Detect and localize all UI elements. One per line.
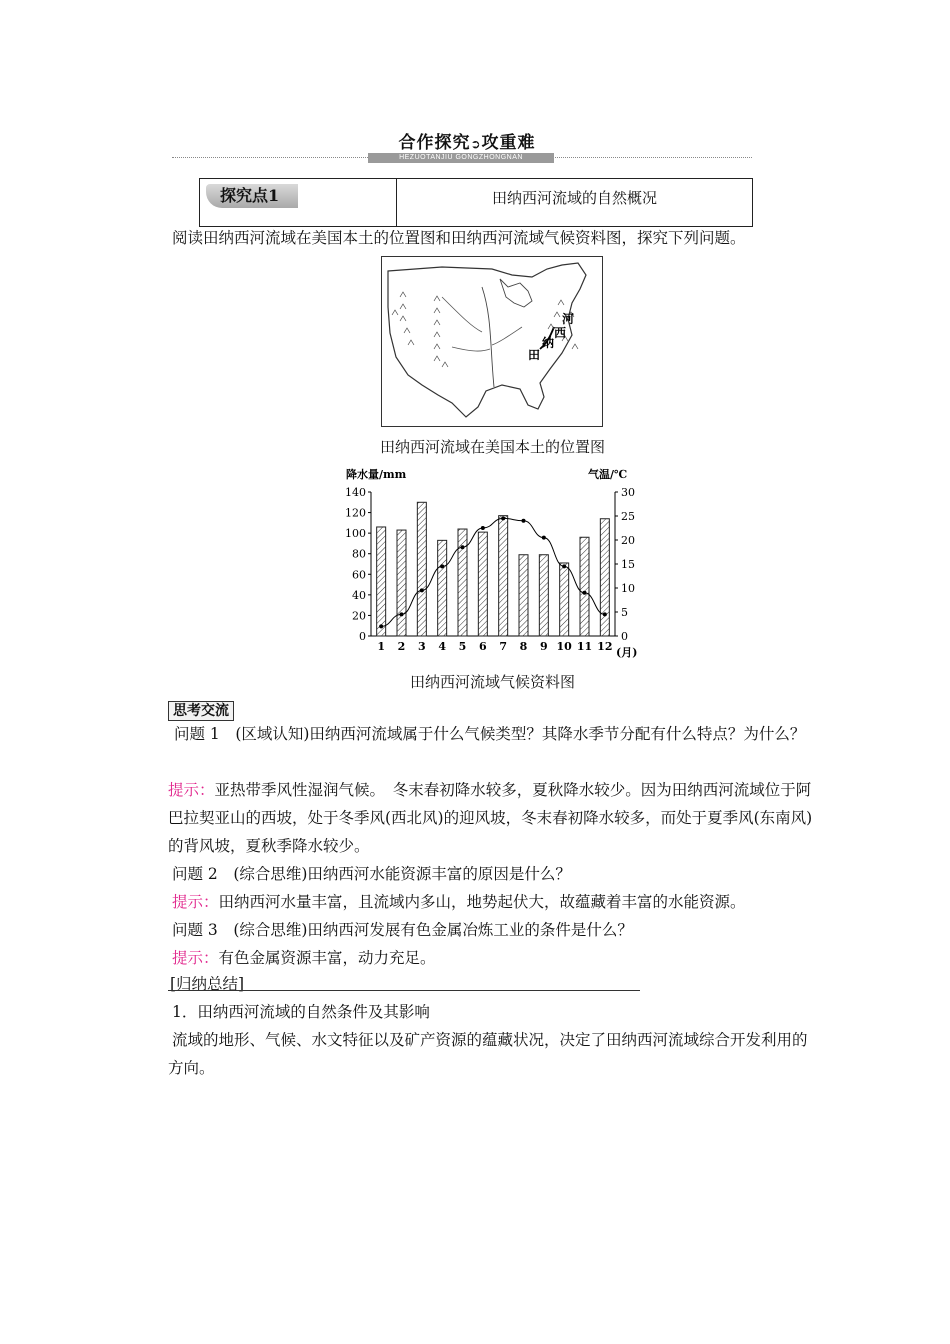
temperature-point: [481, 526, 485, 530]
month-label: 3: [418, 640, 426, 653]
month-label: 8: [519, 640, 528, 653]
right-tick-label: 20: [621, 534, 635, 547]
temperature-point: [461, 545, 465, 549]
month-label: 7: [499, 640, 507, 653]
month-label: 12: [597, 640, 613, 653]
banner-subtitle: HEZUOTANJIU GONGZHONGNAN: [368, 153, 554, 163]
temperature-point: [379, 624, 383, 628]
question-1: [168, 720, 816, 748]
left-axis-label: 降水量/mm: [346, 468, 407, 481]
q1-text: (区域认知)田纳西河流域属于什么气候类型？其降水季节分配有什么特点？为什么？: [235, 725, 806, 743]
rivers: [442, 297, 522, 351]
precip-bar: [478, 532, 487, 636]
month-label: 5: [458, 640, 467, 653]
summary-item-1-text: 流域的地形、气候、水文特征以及矿产资源的蕴藏状况，决定了田纳西河流域综合开发利用的方向。: [168, 1031, 808, 1077]
left-tick-label: 80: [352, 547, 366, 561]
temperature-point: [542, 536, 546, 540]
right-ticks: [615, 486, 635, 643]
precip-bar: [580, 537, 589, 636]
right-tick-label: 25: [621, 510, 635, 523]
temperature-point: [583, 591, 587, 595]
temperature-point: [562, 564, 566, 568]
precip-bar: [458, 529, 467, 636]
x-axis-label: (月): [616, 646, 638, 659]
precip-bar: [499, 516, 508, 636]
temperature-line: [381, 518, 605, 626]
precip-bar: [438, 540, 447, 636]
banner-title-emph: 攻重难: [481, 133, 536, 153]
us-map-figure: [381, 256, 603, 427]
a1-hint: 提示：: [168, 781, 215, 799]
answer-3: [172, 944, 820, 972]
month-label: 2: [397, 640, 406, 653]
right-tick-label: 5: [621, 606, 628, 619]
left-tick-label: 120: [345, 506, 366, 520]
precip-bars: [377, 502, 610, 636]
temperature-point: [420, 588, 424, 592]
q2-label: 问题 2: [172, 865, 218, 883]
month-label: 9: [540, 640, 548, 653]
temperature-point: [440, 564, 444, 568]
precip-bar: [539, 555, 548, 636]
a1-text: 亚热带季风性湿润气候。 冬末春初降水较多，夏秋降水较少。因为田纳西河流域位于阿巴拉契亚山的西坡，处于冬季风(西北风)的迎风坡，冬末春初降水较多，而处于夏季风(东南风)的背风坡，夏秋季降水较少。: [168, 781, 813, 855]
mountain-symbols: [392, 292, 578, 367]
map-label-xi: 西: [554, 326, 567, 340]
right-axis-label: 气温/℃: [588, 468, 628, 481]
q1-label: 问题 1: [174, 725, 220, 743]
right-tick-label: 15: [621, 558, 635, 571]
summary-label: [归纳总结]: [170, 975, 245, 993]
temperature-points: [379, 516, 607, 628]
left-tick-label: 20: [352, 609, 366, 623]
month-label: 10: [556, 640, 572, 653]
answer-1: [168, 776, 816, 860]
intro-text: 阅读田纳西河流域在美国本土的位置图和田纳西河流域气候资料图，探究下列问题。: [172, 229, 746, 247]
temperature-point: [400, 612, 404, 616]
left-tick-label: 100: [345, 527, 366, 541]
map-label-na: 纳: [542, 336, 555, 350]
precip-bar: [397, 530, 406, 636]
left-tick-label: 40: [352, 588, 366, 602]
banner-title-main: 合作探究: [398, 133, 471, 153]
climate-chart: [340, 462, 650, 662]
map-caption: 田纳西河流域在美国本土的位置图: [379, 438, 605, 456]
us-outline: [388, 263, 586, 417]
month-ticks: [377, 640, 612, 653]
temperature-point: [522, 519, 526, 523]
month-label: 6: [479, 640, 487, 653]
precip-bar: [519, 555, 528, 636]
right-tick-label: 30: [621, 486, 635, 499]
think-exchange-label: 思考交流: [168, 701, 234, 721]
temperature-point: [501, 516, 505, 520]
map-label-he: 河: [562, 312, 575, 326]
topic-table: [199, 178, 753, 227]
q3-text: (综合思维)田纳西河发展有色金属冶炼工业的条件是什么？: [233, 921, 633, 939]
left-tick-label: 60: [352, 568, 366, 582]
question-3: [172, 916, 820, 944]
chart-caption: 田纳西河流域气候资料图: [409, 673, 575, 691]
precip-bar: [377, 527, 386, 636]
left-tick-label: 0: [359, 630, 366, 643]
temperature-point: [603, 612, 607, 616]
right-tick-label: 0: [621, 630, 628, 643]
summary-item-1: 1．田纳西河流域的自然条件及其影响: [172, 1003, 430, 1021]
left-ticks: [345, 486, 371, 643]
right-tick-label: 10: [621, 582, 635, 595]
summary-underline: [168, 990, 640, 991]
a2-text: 田纳西河水量丰富，且流域内多山，地势起伏大，故蕴藏着丰富的水能资源。: [218, 893, 746, 911]
a2-hint: 提示：: [172, 893, 219, 911]
precip-bar: [417, 502, 426, 636]
precip-bar: [560, 563, 569, 636]
q3-label: 问题 3: [172, 921, 218, 939]
month-label: 4: [438, 640, 446, 653]
topic-title: 田纳西河流域的自然概况: [491, 189, 657, 207]
a3-hint: 提示：: [172, 949, 219, 967]
banner-title: [382, 128, 552, 153]
question-2: [172, 860, 820, 888]
us-map-svg: [382, 257, 601, 425]
left-tick-label: 140: [345, 486, 366, 499]
answer-2: [172, 888, 820, 916]
month-label: 11: [576, 640, 593, 653]
mississippi-river: [482, 287, 494, 387]
precip-bar: [600, 519, 609, 636]
section-banner: [172, 128, 752, 164]
topic-tag: 探究点1: [206, 184, 298, 208]
great-lakes: [500, 279, 532, 307]
banner-arrow-icon: ➲: [470, 137, 482, 151]
q2-text: (综合思维)田纳西河水能资源丰富的原因是什么？: [233, 865, 571, 883]
a3-text: 有色金属资源丰富，动力充足。: [218, 949, 436, 967]
map-label-tian: 田: [528, 348, 541, 362]
month-label: 1: [377, 640, 385, 653]
